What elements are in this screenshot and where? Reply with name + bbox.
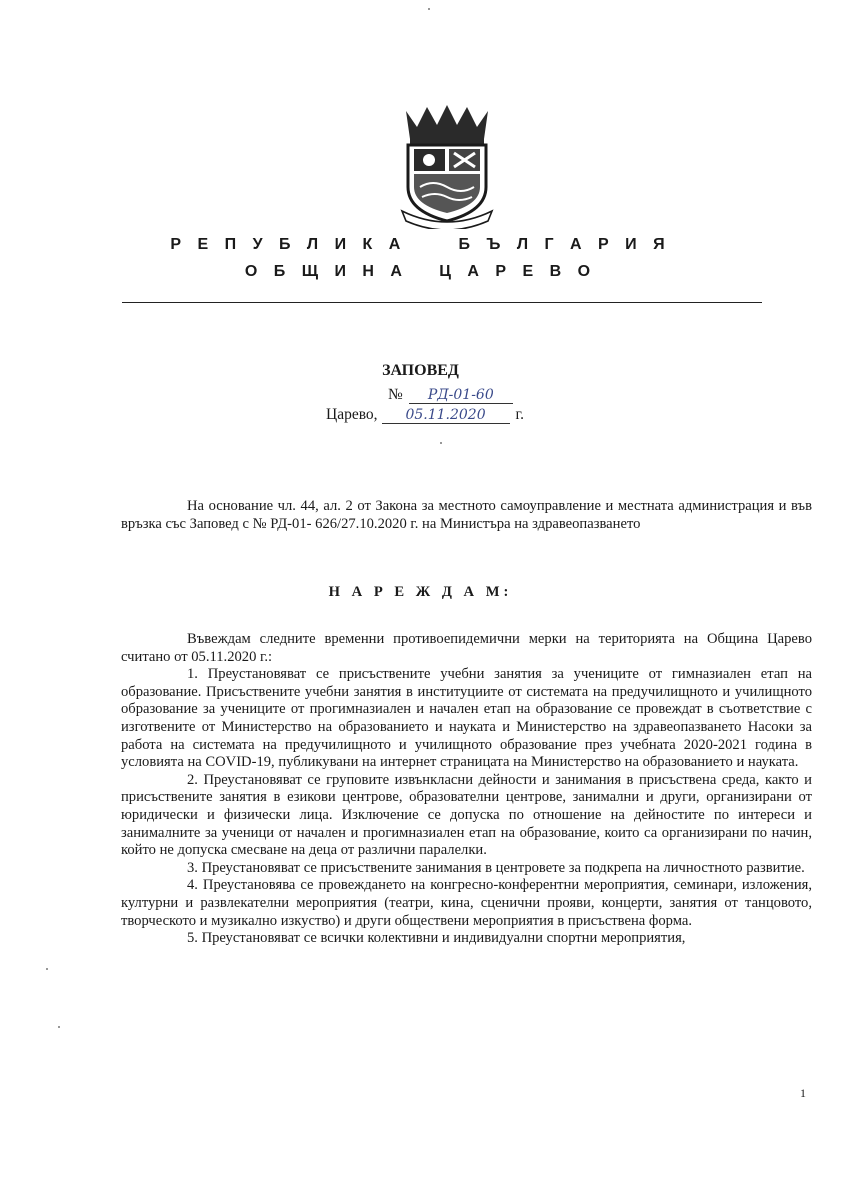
order-number-value: РД-01-60: [409, 387, 513, 404]
measure-item: 2. Преустановяват се груповите извънкласни дейности и занимания в присъствена среда, както и присъствените занятия в езикови центрове, образователни центрове, занимални и други, организирани от юридически и физически лица. Изключение се допуска по отношение на дейностите по интереси и занималните за ученици от начален и прогимназиален етап на образование, които са организирани по начин, който не допуска смесване на деца от различни паралелки.: [121, 771, 812, 859]
measure-item: 5. Преустановяват се всички колективни и индивидуални спортни мероприятия,: [187, 930, 686, 947]
header-divider: [122, 302, 762, 303]
order-date-suffix: г.: [515, 406, 525, 423]
measures-list: [121, 631, 812, 948]
order-number-label: №: [388, 386, 403, 403]
municipality-heading: О Б Щ И Н А Ц А Р Е В О: [244, 263, 597, 280]
measure-item: 1. Преустановяват се присъствените учебни занятия за учениците от гимназиален етап на образование. Присъствените учебни занятия в институциите от системата на предучилищното и училищното образование за учениците от прогимназиален и начален етап на образование се провеждат в съответствие с изготвените от Министерство на образованието и науката и Министерство на здравеопазването Насоки за работа на системата на предучилищното и училищното образование през учебната 2020-2021 година в условията на COVID-19, публикувани на интернет страницата на Министерство на образованието и науката.: [121, 666, 812, 771]
order-date-row: [326, 406, 524, 424]
municipal-crest-icon: [400, 105, 494, 229]
decree-heading: Н А Р Е Ж Д А М:: [328, 584, 513, 600]
order-title: ЗАПОВЕД: [382, 362, 459, 379]
country-heading: Р Е П У Б Л И К А Б Ъ Л Г А Р И Я: [170, 236, 671, 253]
scan-speck: [428, 8, 430, 10]
measure-item: 4. Преустановява се провеждането на конгресно-конферентни мероприятия, семинари, изложения, културни и развлекателни мероприятия (театри, кина, сценични прояви, концерти, занятия от танцовото, творческото и музикално изкуство) и други обществени мероприятия в присъствена форма.: [121, 877, 812, 929]
measure-item: 3. Преустановяват се присъствените занимания в центровете за подкрепа на личностното развитие.: [187, 859, 805, 876]
order-date-value: 05.11.2020: [382, 407, 510, 424]
intro-text: На основание чл. 44, ал. 2 от Закона за местното самоуправление и местната администрация и във връзка със Заповед с № РД-01- 626/27.10.2020 г. на Министъра на здравеопазването: [121, 498, 812, 532]
scan-speck: [58, 1026, 60, 1028]
order-place: Царево,: [326, 406, 378, 423]
page-number: 1: [800, 1086, 806, 1100]
scan-speck: [440, 442, 442, 444]
scan-speck: [46, 968, 48, 970]
measures-intro: Въвеждам следните временни противоепидемични мерки на територията на Община Царево считано от 05.11.2020 г.:: [121, 631, 812, 665]
intro-paragraph: [121, 498, 812, 533]
order-number-row: [388, 386, 513, 404]
